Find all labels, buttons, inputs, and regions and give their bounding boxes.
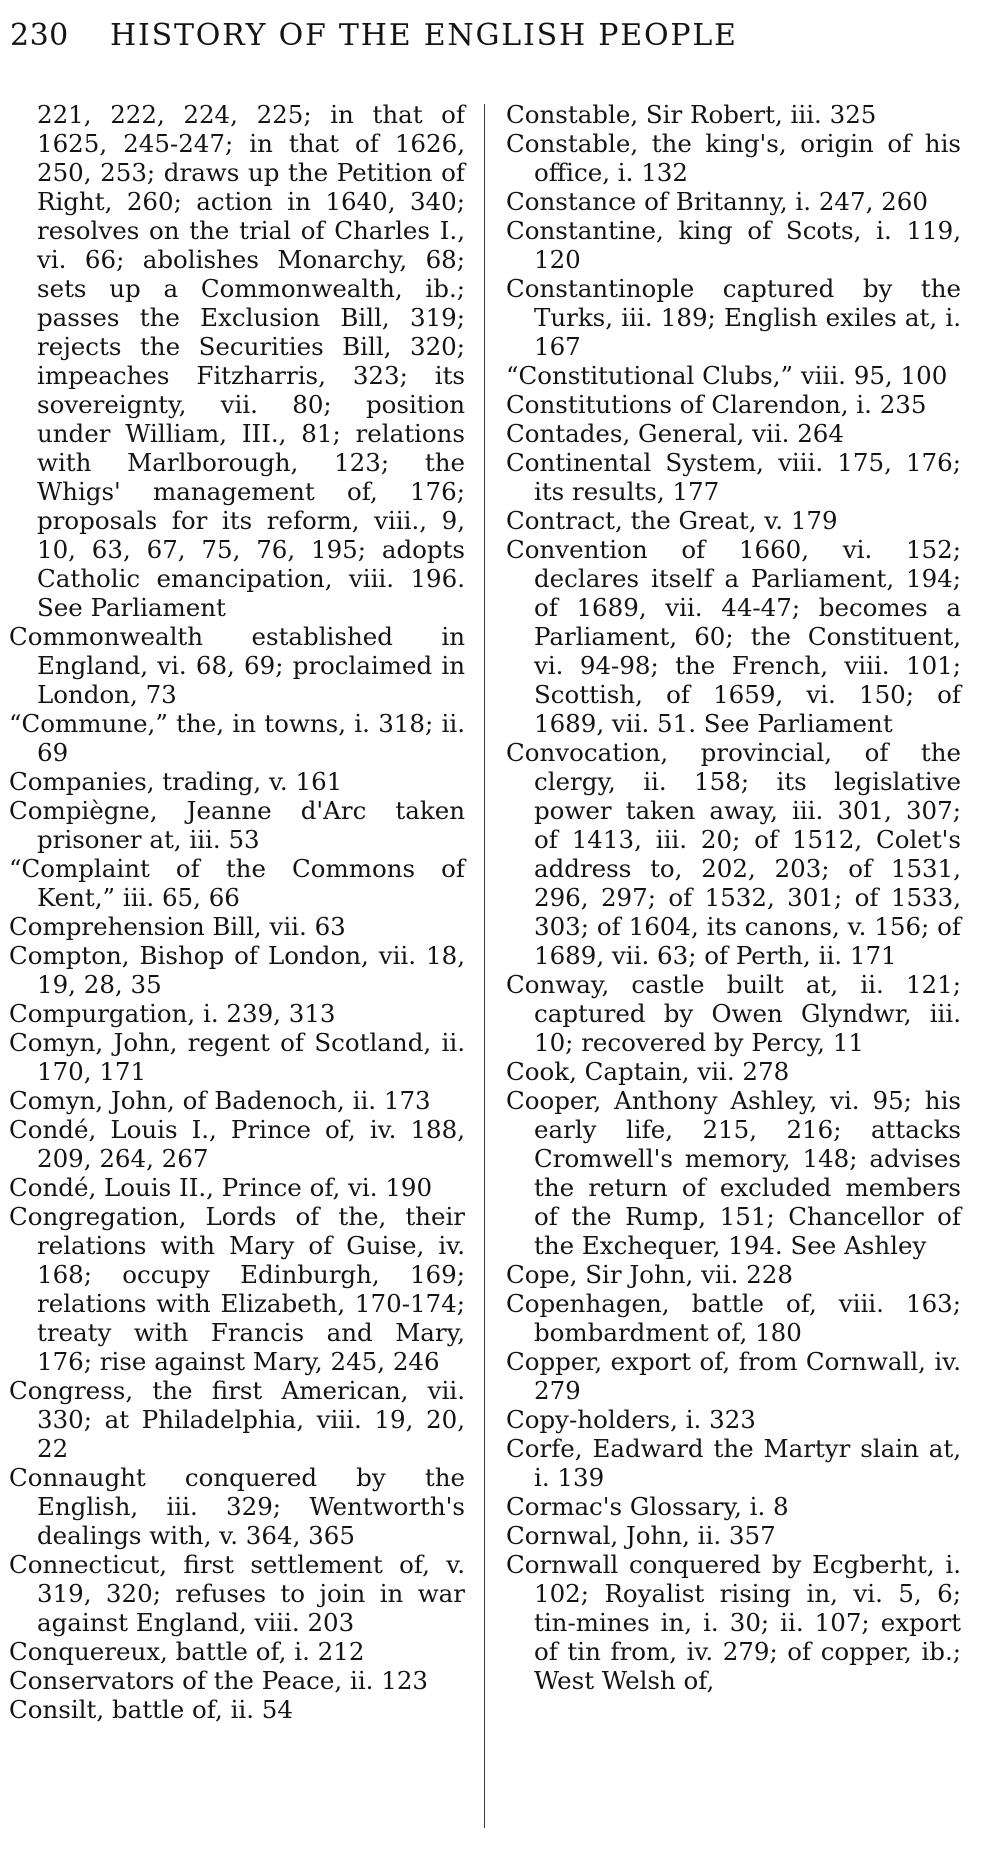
page-number: 230: [10, 18, 69, 53]
index-entry: Constable, Sir Robert, iii. 325: [506, 100, 877, 129]
index-entry: Constable, the king's, origin of his office, i. 132: [506, 129, 969, 187]
index-entry: Constantinople captured by the Turks, iii. 189; English exiles at, i. 167: [506, 274, 969, 361]
index-entry: “Complaint of the Commons of Kent,” iii. 65, 66: [9, 854, 473, 912]
index-entry: Cooper, Anthony Ashley, vi. 95; his early life, 215, 216; attacks Cromwell's memory, 148; advises the return of excluded members of the Rump, 151; Chancellor of the Exchequer, 194. See Ashley: [506, 1086, 969, 1260]
index-entry: Conservators of the Peace, ii. 123: [9, 1666, 428, 1695]
index-entry: Congress, the first American, vii. 330; at Philadelphia, viii. 19, 20, 22: [9, 1376, 473, 1463]
index-entry: 221, 222, 224, 225; in that of 1625, 245-247; in that of 1626, 250, 253; draws up the Petition of Right, 260; action in 1640, 340; resolves on the trial of Charles I., vi. 66; abolishes Monarchy, 68; sets up a Commonwealth, ib.; passes the Exclusion Bill, 319; rejects the Securities Bill, 320; impeaches Fitzharris, 323; its sovereignty, vii. 80; position under William, III., 81; relations with Marlborough, 123; the Whigs' management of, 176; proposals for its reform, viii., 9, 10, 63, 67, 75, 76, 195; adopts Catholic emancipation, viii. 196. See Parliament: [37, 100, 473, 622]
index-entry: Conquereux, battle of, i. 212: [9, 1637, 365, 1666]
index-entry: “Commune,” the, in towns, i. 318; ii. 69: [9, 709, 473, 767]
index-entry: Comprehension Bill, vii. 63: [9, 912, 346, 941]
index-entry: Copy-holders, i. 323: [506, 1405, 756, 1434]
index-entry: Congregation, Lords of the, their relations with Mary of Guise, iv. 168; occupy Edinburgh, 169; relations with Elizabeth, 170-174; treaty with Francis and Mary, 176; rise against Mary, 245, 246: [9, 1202, 473, 1376]
index-entry: Compton, Bishop of London, vii. 18, 19, 28, 35: [9, 941, 473, 999]
index-entry: Compiègne, Jeanne d'Arc taken prisoner at, iii. 53: [9, 796, 473, 854]
index-entry: Cornwal, John, ii. 357: [506, 1521, 776, 1550]
index-column-left: [9, 100, 473, 1724]
index-entry: Connecticut, first settlement of, v. 319, 320; refuses to join in war against England, viii. 203: [9, 1550, 473, 1637]
index-entry: Contract, the Great, v. 179: [506, 506, 838, 535]
index-entry: Condé, Louis II., Prince of, vi. 190: [9, 1173, 433, 1202]
index-entry: Constance of Britanny, i. 247, 260: [506, 187, 928, 216]
index-entry: Connaught conquered by the English, iii. 329; Wentworth's dealings with, v. 364, 365: [9, 1463, 473, 1550]
index-entry: Cornwall conquered by Ecgberht, i. 102; Royalist rising in, vi. 5, 6; tin-mines in, i. 30; ii. 107; export of tin from, iv. 279; of copper, ib.; West Welsh of,: [506, 1550, 969, 1695]
index-entry: Copper, export of, from Cornwall, iv. 279: [506, 1347, 969, 1405]
index-entry: Conway, castle built at, ii. 121; captured by Owen Glyndwr, iii. 10; recovered by Percy, 11: [506, 970, 969, 1057]
index-entry: Cope, Sir John, vii. 228: [506, 1260, 793, 1289]
index-entry: Companies, trading, v. 161: [9, 767, 343, 796]
index-entry: Compurgation, i. 239, 313: [9, 999, 336, 1028]
index-entry: Corfe, Eadward the Martyr slain at, i. 139: [506, 1434, 969, 1492]
index-column-right: [506, 100, 969, 1695]
page-header: [10, 18, 840, 68]
index-entry: “Constitutional Clubs,” viii. 95, 100: [506, 361, 948, 390]
running-title: HISTORY OF THE ENGLISH PEOPLE: [110, 18, 738, 53]
index-entry: Convocation, provincial, of the clergy, ii. 158; its legislative power taken away, iii. 301, 307; of 1413, iii. 20; of 1512, Colet's address to, 202, 203; of 1531, 296, 297; of 1532, 301; of 1533, 303; of 1604, its canons, v. 156; of 1689, vii. 63; of Perth, ii. 171: [506, 738, 969, 970]
index-entry: Continental System, viii. 175, 176; its results, 177: [506, 448, 969, 506]
index-entry: Commonwealth established in England, vi. 68, 69; proclaimed in London, 73: [9, 622, 473, 709]
index-entry: Cormac's Glossary, i. 8: [506, 1492, 789, 1521]
index-entry: Consilt, battle of, ii. 54: [9, 1695, 293, 1724]
index-entry: Contades, General, vii. 264: [506, 419, 844, 448]
index-entry: Convention of 1660, vi. 152; declares itself a Parliament, 194; of 1689, vii. 44-47; becomes a Parliament, 60; the Constituent, vi. 94-98; the French, viii. 101; Scottish, of 1659, vi. 150; of 1689, vii. 51. See Parliament: [506, 535, 969, 738]
index-entry: Cook, Captain, vii. 278: [506, 1057, 790, 1086]
index-entry: Constantine, king of Scots, i. 119, 120: [506, 216, 969, 274]
index-entry: Condé, Louis I., Prince of, iv. 188, 209, 264, 267: [9, 1115, 473, 1173]
index-entry: Constitutions of Clarendon, i. 235: [506, 390, 927, 419]
index-entry: Comyn, John, regent of Scotland, ii. 170, 171: [9, 1028, 473, 1086]
index-entry: Copenhagen, battle of, viii. 163; bombardment of, 180: [506, 1289, 969, 1347]
column-divider: [484, 104, 485, 1828]
index-entry: Comyn, John, of Badenoch, ii. 173: [9, 1086, 431, 1115]
